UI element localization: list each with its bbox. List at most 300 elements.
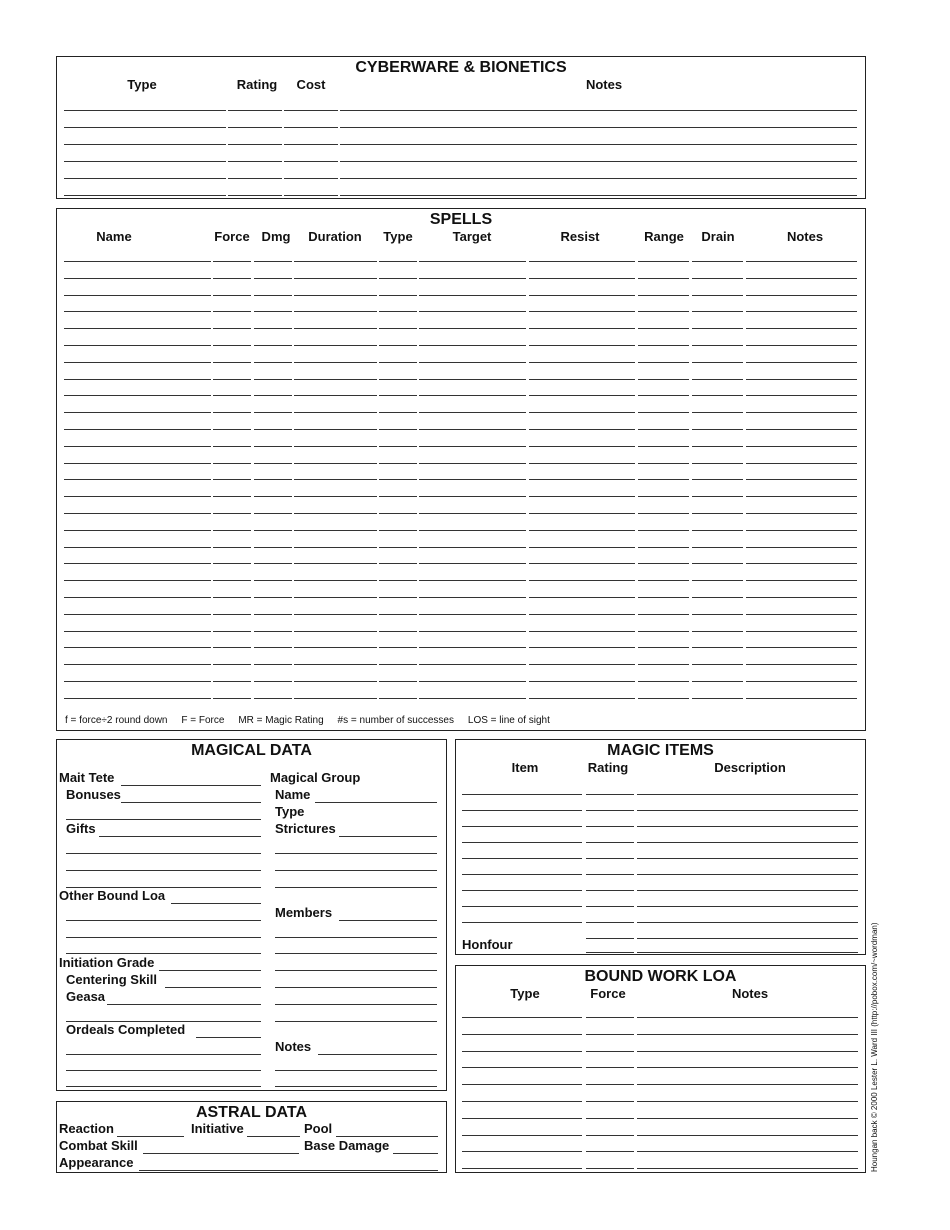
mait-tete-field[interactable] (121, 785, 261, 786)
spell-row-line[interactable] (64, 496, 211, 497)
notes-field[interactable] (318, 1054, 437, 1055)
spell-row-line[interactable] (419, 698, 526, 699)
members-field[interactable] (275, 937, 437, 938)
cyberware-row-line[interactable] (64, 110, 226, 111)
spell-row-line[interactable] (213, 513, 251, 514)
spell-row-line[interactable] (64, 261, 211, 262)
spell-row-line[interactable] (692, 295, 743, 296)
ordeals-completed-field[interactable] (196, 1037, 261, 1038)
spell-row-line[interactable] (254, 412, 292, 413)
loa-row-line[interactable] (637, 1084, 858, 1085)
cyberware-row-line[interactable] (228, 161, 282, 162)
spell-row-line[interactable] (692, 664, 743, 665)
spell-row-line[interactable] (379, 311, 417, 312)
spell-row-line[interactable] (529, 530, 635, 531)
magic-item-row-line[interactable] (586, 858, 634, 859)
spell-row-line[interactable] (379, 345, 417, 346)
magic-item-row-line[interactable] (637, 874, 858, 875)
spell-row-line[interactable] (213, 597, 251, 598)
spell-row-line[interactable] (638, 463, 689, 464)
spell-row-line[interactable] (746, 295, 857, 296)
spell-row-line[interactable] (294, 278, 377, 279)
cyberware-row-line[interactable] (64, 195, 226, 196)
spell-row-line[interactable] (692, 412, 743, 413)
loa-row-line[interactable] (637, 1135, 858, 1136)
loa-row-line[interactable] (462, 1067, 582, 1068)
spell-row-line[interactable] (379, 429, 417, 430)
gifts-field[interactable] (66, 870, 261, 871)
cyberware-row-line[interactable] (340, 178, 857, 179)
loa-row-line[interactable] (462, 1034, 582, 1035)
spell-row-line[interactable] (294, 429, 377, 430)
magic-item-row-line[interactable] (586, 952, 634, 953)
spell-row-line[interactable] (746, 261, 857, 262)
spell-row-line[interactable] (379, 547, 417, 548)
spell-row-line[interactable] (213, 698, 251, 699)
magic-item-row-line[interactable] (637, 938, 858, 939)
magic-item-row-line[interactable] (586, 842, 634, 843)
magic-item-row-line[interactable] (586, 906, 634, 907)
spell-row-line[interactable] (294, 631, 377, 632)
spell-row-line[interactable] (379, 597, 417, 598)
cyberware-row-line[interactable] (228, 110, 282, 111)
spell-row-line[interactable] (64, 530, 211, 531)
cyberware-row-line[interactable] (64, 178, 226, 179)
spell-row-line[interactable] (213, 580, 251, 581)
spell-row-line[interactable] (294, 446, 377, 447)
spell-row-line[interactable] (638, 429, 689, 430)
notes-field[interactable] (275, 1070, 437, 1071)
magic-item-row-line[interactable] (462, 858, 582, 859)
spell-row-line[interactable] (638, 362, 689, 363)
spell-row-line[interactable] (213, 429, 251, 430)
spell-row-line[interactable] (64, 429, 211, 430)
spell-row-line[interactable] (529, 597, 635, 598)
other-bound-loa-field[interactable] (66, 937, 261, 938)
spell-row-line[interactable] (213, 530, 251, 531)
spell-row-line[interactable] (294, 412, 377, 413)
spell-row-line[interactable] (254, 345, 292, 346)
spell-row-line[interactable] (254, 362, 292, 363)
spell-row-line[interactable] (254, 446, 292, 447)
spell-row-line[interactable] (529, 429, 635, 430)
spell-row-line[interactable] (64, 681, 211, 682)
spell-row-line[interactable] (638, 446, 689, 447)
spell-row-line[interactable] (746, 328, 857, 329)
spell-row-line[interactable] (254, 631, 292, 632)
spell-row-line[interactable] (254, 580, 292, 581)
spell-row-line[interactable] (254, 295, 292, 296)
other-bound-loa-field[interactable] (66, 920, 261, 921)
loa-row-line[interactable] (586, 1067, 634, 1068)
spell-row-line[interactable] (746, 379, 857, 380)
spell-row-line[interactable] (294, 698, 377, 699)
spell-row-line[interactable] (692, 597, 743, 598)
cyberware-row-line[interactable] (340, 110, 857, 111)
magic-item-row-line[interactable] (637, 906, 858, 907)
centering-skill-field[interactable] (165, 987, 261, 988)
spell-row-line[interactable] (254, 647, 292, 648)
spell-row-line[interactable] (692, 463, 743, 464)
loa-row-line[interactable] (586, 1084, 634, 1085)
spell-row-line[interactable] (419, 631, 526, 632)
spell-row-line[interactable] (692, 681, 743, 682)
spell-row-line[interactable] (529, 580, 635, 581)
loa-row-line[interactable] (462, 1017, 582, 1018)
spell-row-line[interactable] (379, 698, 417, 699)
spell-row-line[interactable] (379, 362, 417, 363)
spell-row-line[interactable] (419, 563, 526, 564)
spell-row-line[interactable] (529, 563, 635, 564)
spell-row-line[interactable] (419, 496, 526, 497)
spell-row-line[interactable] (213, 345, 251, 346)
spell-row-line[interactable] (213, 261, 251, 262)
spell-row-line[interactable] (294, 463, 377, 464)
spell-row-line[interactable] (64, 295, 211, 296)
spell-row-line[interactable] (213, 614, 251, 615)
spell-row-line[interactable] (254, 328, 292, 329)
spell-row-line[interactable] (379, 278, 417, 279)
spell-row-line[interactable] (529, 446, 635, 447)
spell-row-line[interactable] (379, 647, 417, 648)
spell-row-line[interactable] (379, 513, 417, 514)
spell-row-line[interactable] (254, 547, 292, 548)
magic-item-row-line[interactable] (637, 952, 858, 953)
spell-row-line[interactable] (638, 328, 689, 329)
spell-row-line[interactable] (213, 412, 251, 413)
ordeals-completed-field[interactable] (66, 1054, 261, 1055)
spell-row-line[interactable] (692, 547, 743, 548)
loa-row-line[interactable] (586, 1151, 634, 1152)
spell-row-line[interactable] (529, 362, 635, 363)
magic-item-row-line[interactable] (462, 890, 582, 891)
spell-row-line[interactable] (294, 647, 377, 648)
spell-row-line[interactable] (64, 463, 211, 464)
spell-row-line[interactable] (692, 513, 743, 514)
spell-row-line[interactable] (64, 395, 211, 396)
strictures-field[interactable] (275, 870, 437, 871)
cyberware-row-line[interactable] (340, 127, 857, 128)
loa-row-line[interactable] (462, 1135, 582, 1136)
spell-row-line[interactable] (64, 547, 211, 548)
spell-row-line[interactable] (254, 664, 292, 665)
magic-item-row-line[interactable] (637, 890, 858, 891)
spell-row-line[interactable] (692, 311, 743, 312)
cyberware-row-line[interactable] (340, 144, 857, 145)
spell-row-line[interactable] (419, 295, 526, 296)
spell-row-line[interactable] (692, 479, 743, 480)
spell-row-line[interactable] (213, 664, 251, 665)
members-field[interactable] (275, 987, 437, 988)
spell-row-line[interactable] (419, 261, 526, 262)
cyberware-row-line[interactable] (284, 195, 338, 196)
magic-item-row-line[interactable] (586, 938, 634, 939)
spell-row-line[interactable] (294, 664, 377, 665)
spell-row-line[interactable] (746, 311, 857, 312)
spell-row-line[interactable] (419, 278, 526, 279)
spell-row-line[interactable] (254, 429, 292, 430)
cyberware-row-line[interactable] (284, 144, 338, 145)
spell-row-line[interactable] (746, 429, 857, 430)
spell-row-line[interactable] (529, 479, 635, 480)
pool-field[interactable] (336, 1136, 438, 1137)
spell-row-line[interactable] (213, 647, 251, 648)
spell-row-line[interactable] (746, 513, 857, 514)
loa-row-line[interactable] (462, 1101, 582, 1102)
spell-row-line[interactable] (379, 328, 417, 329)
spell-row-line[interactable] (529, 496, 635, 497)
cyberware-row-line[interactable] (228, 144, 282, 145)
spell-row-line[interactable] (638, 664, 689, 665)
strictures-field[interactable] (275, 853, 437, 854)
spell-row-line[interactable] (419, 614, 526, 615)
spell-row-line[interactable] (213, 328, 251, 329)
spell-row-line[interactable] (294, 311, 377, 312)
spell-row-line[interactable] (692, 429, 743, 430)
spell-row-line[interactable] (746, 479, 857, 480)
spell-row-line[interactable] (64, 580, 211, 581)
spell-row-line[interactable] (638, 698, 689, 699)
spell-row-line[interactable] (254, 463, 292, 464)
spell-row-line[interactable] (64, 362, 211, 363)
other-bound-loa-field[interactable] (66, 953, 261, 954)
spell-row-line[interactable] (64, 446, 211, 447)
spell-row-line[interactable] (746, 345, 857, 346)
initiative-field[interactable] (247, 1136, 300, 1137)
loa-row-line[interactable] (462, 1084, 582, 1085)
spell-row-line[interactable] (692, 345, 743, 346)
spell-row-line[interactable] (379, 664, 417, 665)
spell-row-line[interactable] (419, 311, 526, 312)
cyberware-row-line[interactable] (64, 127, 226, 128)
spell-row-line[interactable] (419, 547, 526, 548)
spell-row-line[interactable] (64, 412, 211, 413)
spell-row-line[interactable] (529, 698, 635, 699)
spell-row-line[interactable] (64, 614, 211, 615)
spell-row-line[interactable] (379, 631, 417, 632)
spell-row-line[interactable] (379, 496, 417, 497)
spell-row-line[interactable] (419, 362, 526, 363)
spell-row-line[interactable] (419, 647, 526, 648)
gifts-field[interactable] (66, 853, 261, 854)
spell-row-line[interactable] (529, 295, 635, 296)
spell-row-line[interactable] (213, 362, 251, 363)
spell-row-line[interactable] (379, 412, 417, 413)
spell-row-line[interactable] (294, 597, 377, 598)
spell-row-line[interactable] (254, 479, 292, 480)
spell-row-line[interactable] (379, 463, 417, 464)
spell-row-line[interactable] (64, 563, 211, 564)
base-damage-field[interactable] (393, 1153, 438, 1154)
spell-row-line[interactable] (64, 328, 211, 329)
cyberware-row-line[interactable] (228, 195, 282, 196)
spell-row-line[interactable] (638, 513, 689, 514)
spell-row-line[interactable] (529, 631, 635, 632)
spell-row-line[interactable] (64, 311, 211, 312)
spell-row-line[interactable] (529, 311, 635, 312)
spell-row-line[interactable] (419, 446, 526, 447)
spell-row-line[interactable] (379, 563, 417, 564)
spell-row-line[interactable] (254, 530, 292, 531)
loa-row-line[interactable] (586, 1017, 634, 1018)
magic-item-row-line[interactable] (586, 874, 634, 875)
magic-item-row-line[interactable] (637, 810, 858, 811)
spell-row-line[interactable] (294, 580, 377, 581)
spell-row-line[interactable] (64, 278, 211, 279)
spell-row-line[interactable] (638, 631, 689, 632)
magic-item-row-line[interactable] (586, 890, 634, 891)
spell-row-line[interactable] (419, 597, 526, 598)
spell-row-line[interactable] (692, 395, 743, 396)
group-name-field[interactable] (315, 802, 437, 803)
spell-row-line[interactable] (379, 479, 417, 480)
spell-row-line[interactable] (419, 379, 526, 380)
spell-row-line[interactable] (379, 379, 417, 380)
loa-row-line[interactable] (637, 1101, 858, 1102)
spell-row-line[interactable] (419, 412, 526, 413)
spell-row-line[interactable] (746, 597, 857, 598)
spell-row-line[interactable] (213, 446, 251, 447)
spell-row-line[interactable] (529, 547, 635, 548)
members-field[interactable] (275, 953, 437, 954)
spell-row-line[interactable] (746, 580, 857, 581)
spell-row-line[interactable] (64, 597, 211, 598)
spell-row-line[interactable] (64, 479, 211, 480)
magic-item-row-line[interactable] (637, 922, 858, 923)
spell-row-line[interactable] (692, 580, 743, 581)
spell-row-line[interactable] (294, 479, 377, 480)
loa-row-line[interactable] (637, 1067, 858, 1068)
cyberware-row-line[interactable] (284, 161, 338, 162)
spell-row-line[interactable] (213, 479, 251, 480)
spell-row-line[interactable] (746, 362, 857, 363)
cyberware-row-line[interactable] (340, 195, 857, 196)
members-field[interactable] (275, 970, 437, 971)
spell-row-line[interactable] (692, 362, 743, 363)
spell-row-line[interactable] (213, 295, 251, 296)
spell-row-line[interactable] (692, 530, 743, 531)
spell-row-line[interactable] (213, 463, 251, 464)
spell-row-line[interactable] (746, 412, 857, 413)
loa-row-line[interactable] (637, 1168, 858, 1169)
spell-row-line[interactable] (213, 278, 251, 279)
spell-row-line[interactable] (638, 261, 689, 262)
loa-row-line[interactable] (462, 1168, 582, 1169)
magic-item-row-line[interactable] (462, 922, 582, 923)
spell-row-line[interactable] (294, 547, 377, 548)
spell-row-line[interactable] (419, 328, 526, 329)
spell-row-line[interactable] (419, 664, 526, 665)
appearance-field[interactable] (139, 1170, 438, 1171)
spell-row-line[interactable] (64, 513, 211, 514)
magic-item-row-line[interactable] (462, 874, 582, 875)
spell-row-line[interactable] (419, 395, 526, 396)
spell-row-line[interactable] (529, 412, 635, 413)
spell-row-line[interactable] (638, 311, 689, 312)
other-bound-loa-field[interactable] (171, 903, 261, 904)
spell-row-line[interactable] (254, 563, 292, 564)
spell-row-line[interactable] (746, 530, 857, 531)
spell-row-line[interactable] (213, 395, 251, 396)
spell-row-line[interactable] (379, 295, 417, 296)
spell-row-line[interactable] (294, 295, 377, 296)
spell-row-line[interactable] (746, 647, 857, 648)
geasa-field[interactable] (107, 1004, 261, 1005)
magic-item-row-line[interactable] (586, 922, 634, 923)
spell-row-line[interactable] (254, 614, 292, 615)
spell-row-line[interactable] (419, 681, 526, 682)
spell-row-line[interactable] (64, 631, 211, 632)
strictures-field[interactable] (275, 887, 437, 888)
cyberware-row-line[interactable] (284, 127, 338, 128)
spell-row-line[interactable] (638, 614, 689, 615)
loa-row-line[interactable] (586, 1034, 634, 1035)
spell-row-line[interactable] (529, 463, 635, 464)
spell-row-line[interactable] (419, 345, 526, 346)
spell-row-line[interactable] (692, 328, 743, 329)
cyberware-row-line[interactable] (64, 161, 226, 162)
spell-row-line[interactable] (294, 563, 377, 564)
spell-row-line[interactable] (529, 345, 635, 346)
spell-row-line[interactable] (529, 261, 635, 262)
spell-row-line[interactable] (379, 580, 417, 581)
spell-row-line[interactable] (294, 261, 377, 262)
spell-row-line[interactable] (419, 580, 526, 581)
spell-row-line[interactable] (529, 278, 635, 279)
spell-row-line[interactable] (529, 395, 635, 396)
spell-row-line[interactable] (746, 278, 857, 279)
spell-row-line[interactable] (638, 547, 689, 548)
spell-row-line[interactable] (64, 345, 211, 346)
cyberware-row-line[interactable] (64, 144, 226, 145)
spell-row-line[interactable] (746, 631, 857, 632)
cyberware-row-line[interactable] (228, 127, 282, 128)
spell-row-line[interactable] (64, 698, 211, 699)
magic-item-row-line[interactable] (637, 858, 858, 859)
notes-field[interactable] (275, 1086, 437, 1087)
spell-row-line[interactable] (294, 328, 377, 329)
spell-row-line[interactable] (529, 328, 635, 329)
spell-row-line[interactable] (379, 530, 417, 531)
magic-item-row-line[interactable] (462, 794, 582, 795)
loa-row-line[interactable] (586, 1168, 634, 1169)
spell-row-line[interactable] (294, 395, 377, 396)
spell-row-line[interactable] (638, 412, 689, 413)
spell-row-line[interactable] (379, 395, 417, 396)
loa-row-line[interactable] (586, 1101, 634, 1102)
spell-row-line[interactable] (692, 261, 743, 262)
spell-row-line[interactable] (638, 647, 689, 648)
bonuses-field[interactable] (66, 819, 261, 820)
spell-row-line[interactable] (638, 345, 689, 346)
spell-row-line[interactable] (529, 681, 635, 682)
initiation-grade-field[interactable] (159, 970, 261, 971)
spell-row-line[interactable] (254, 311, 292, 312)
spell-row-line[interactable] (213, 311, 251, 312)
spell-row-line[interactable] (64, 664, 211, 665)
spell-row-line[interactable] (419, 463, 526, 464)
loa-row-line[interactable] (637, 1051, 858, 1052)
magic-item-row-line[interactable] (462, 826, 582, 827)
spell-row-line[interactable] (294, 345, 377, 346)
spell-row-line[interactable] (692, 446, 743, 447)
reaction-field[interactable] (117, 1136, 184, 1137)
spell-row-line[interactable] (254, 597, 292, 598)
spell-row-line[interactable] (254, 681, 292, 682)
spell-row-line[interactable] (294, 614, 377, 615)
spell-row-line[interactable] (213, 547, 251, 548)
spell-row-line[interactable] (638, 479, 689, 480)
